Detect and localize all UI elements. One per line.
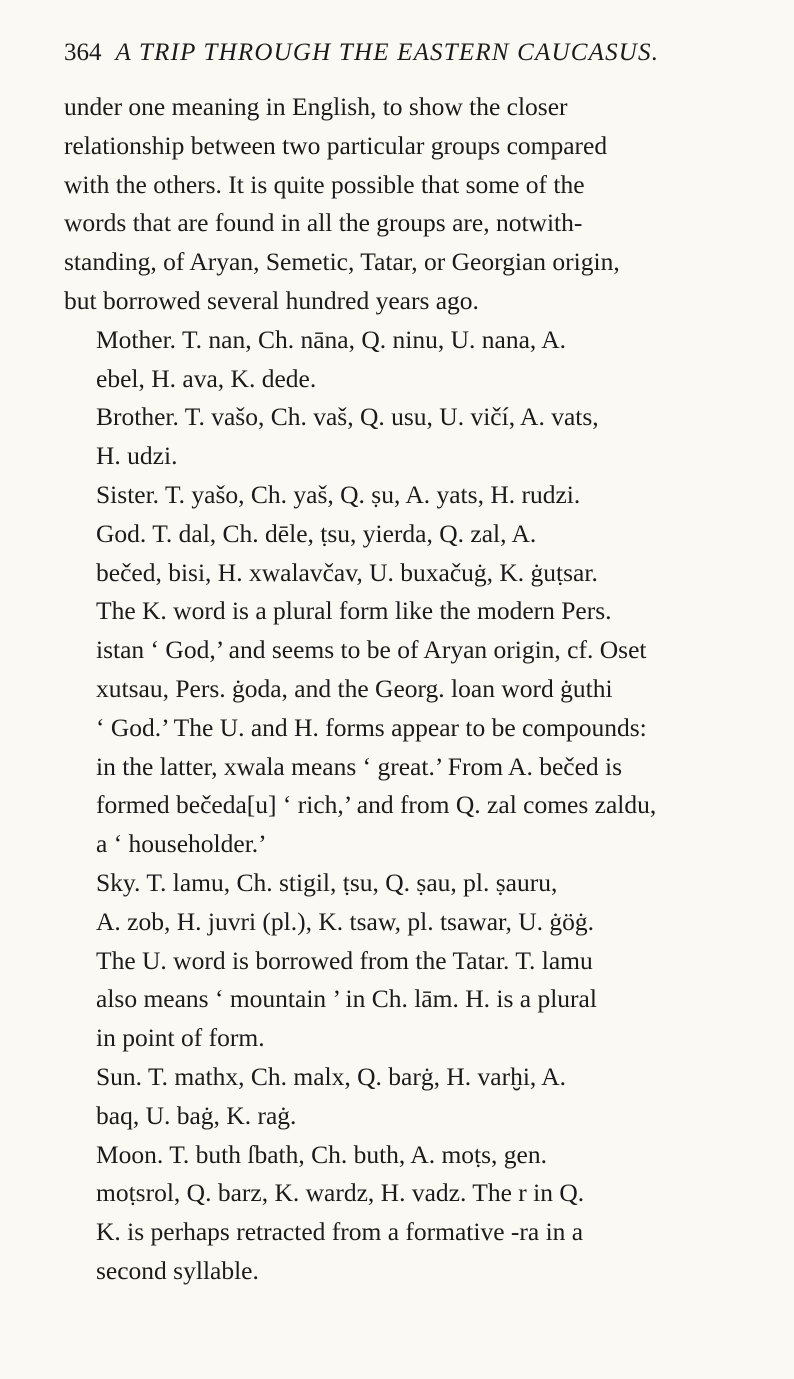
running-head (64, 36, 740, 70)
text-line: istan ‘ God,’ and seems to be of Aryan origin, cf. Oset (96, 635, 647, 665)
text-line: Sky. T. lamu, Ch. stigil, ṭsu, Q. ṣau, pl. ṣauru, (96, 867, 558, 897)
text-line: Brother. T. vašo, Ch. vaš, Q. usu, U. vičí, A. vats, (96, 402, 599, 432)
text-line: also means ‘ mountain ’ in Ch. lām. H. is a plural (96, 984, 597, 1014)
text-line: formed bečeda[u] ‘ rich,’ and from Q. zal comes zaldu, (96, 790, 657, 820)
text-line: ‘ God.’ The U. and H. forms appear to be compounds: (96, 712, 647, 742)
paragraph (64, 592, 740, 864)
paragraph (64, 88, 740, 321)
text-line: Sister. T. yašo, Ch. yaš, Q. ṣu, A. yats, H. rudzi. (96, 479, 581, 509)
text-line: Mother. T. nan, Ch. nāna, Q. ninu, U. nana, A. (96, 324, 567, 354)
book-page (64, 36, 740, 1291)
text-line: baq, U. baġ, K. raġ. (96, 1100, 297, 1130)
paragraph (64, 942, 740, 1058)
text-line: with the others. It is quite possible that some of the (64, 169, 585, 199)
text-line: xutsau, Pers. ġoda, and the Georg. loan word ġuthi (96, 673, 613, 703)
text-line: second syllable. (96, 1255, 259, 1285)
text-line: H. udzi. (96, 441, 178, 471)
paragraph (64, 1058, 740, 1136)
text-line: A. zob, H. juvri (pl.), K. tsaw, pl. tsawar, U. ġöġ. (96, 906, 595, 936)
text-line: a ‘ householder.’ (96, 829, 267, 859)
paragraph (64, 476, 740, 515)
text-line: under one meaning in English, to show the closer (64, 92, 568, 121)
body-text (64, 88, 740, 1291)
text-line: The U. word is borrowed from the Tatar. T. lamu (96, 945, 593, 975)
paragraph (64, 321, 740, 399)
text-line: standing, of Aryan, Semetic, Tatar, or Georgian origin, (64, 247, 620, 277)
text-line: in point of form. (96, 1023, 265, 1053)
text-line: K. is perhaps retracted from a formative -ra in a (96, 1217, 584, 1247)
text-line: bečed, bisi, H. xwalavčav, U. buxačuġ, K. ġuṭsar. (96, 557, 598, 587)
text-line: Sun. T. mathx, Ch. malx, Q. barġ, H. varḫi, A. (96, 1061, 567, 1091)
page-number: 364 (64, 39, 102, 66)
text-line: God. T. dal, Ch. dēle, ṭsu, yierda, Q. zal, A. (96, 518, 537, 548)
text-line: The K. word is a plural form like the modern Pers. (96, 596, 612, 626)
text-line: ebel, H. ava, K. dede. (96, 363, 317, 393)
text-line: words that are found in all the groups are, notwith- (64, 208, 583, 238)
text-line: in the latter, xwala means ‘ great.’ From A. bečed is (96, 751, 623, 781)
paragraph (64, 864, 740, 942)
text-line: Moon. T. buth ſbath, Ch. buth, A. moṭs, gen. (96, 1139, 547, 1169)
text-line: moṭsrol, Q. barz, K. wardz, H. vadz. The r in Q. (96, 1178, 585, 1208)
paragraph (64, 398, 740, 476)
text-line: relationship between two particular groups compared (64, 130, 608, 160)
running-title: A TRIP THROUGH THE EASTERN CAUCASUS. (115, 39, 660, 66)
paragraph (64, 515, 740, 593)
paragraph (64, 1136, 740, 1291)
text-line: but borrowed several hundred years ago. (64, 285, 479, 315)
